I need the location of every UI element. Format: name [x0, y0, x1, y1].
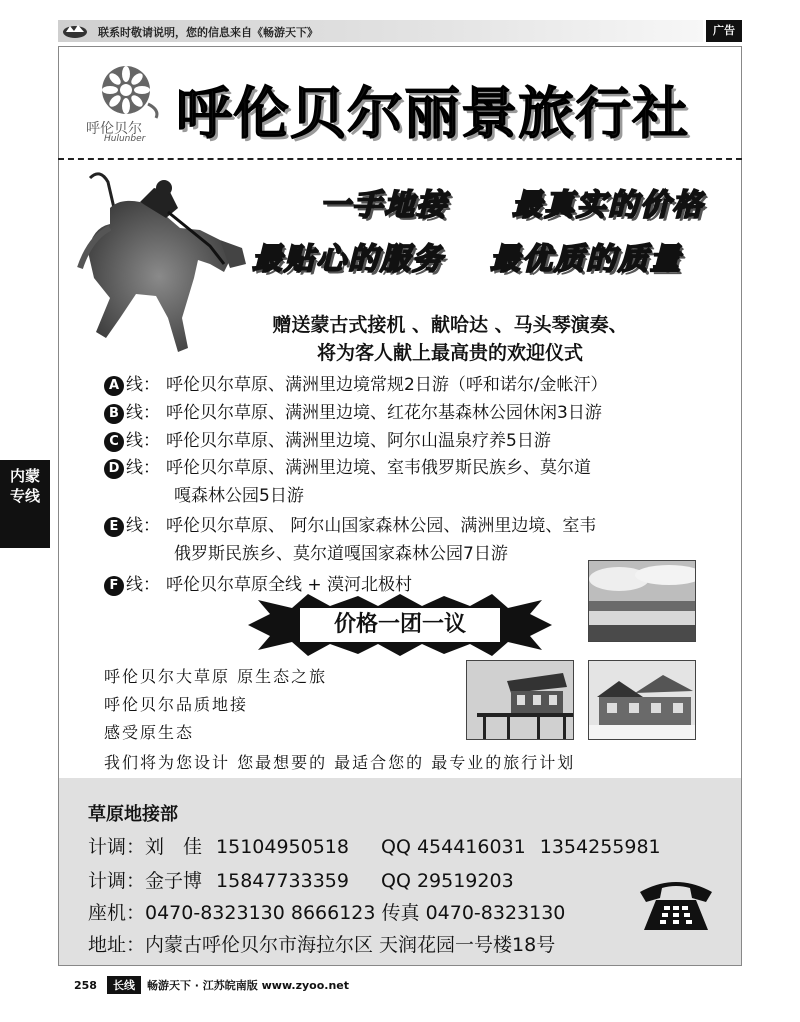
route-line-word: 线：	[126, 516, 160, 536]
planner-name: 计调：刘 佳	[88, 836, 203, 858]
route-description: 呼伦贝尔草原、满洲里边境常规2日游（呼和诺尔/金帐汗）	[166, 375, 608, 395]
price-negotiable-label: 价格一团一议	[333, 612, 466, 637]
ad-label: 广告	[706, 20, 742, 42]
contact-department-title: 草原地接部	[88, 804, 178, 825]
intro-line-3: 感受原生态	[104, 723, 195, 742]
footer-section-tag: 长线	[107, 976, 141, 994]
page-footer	[74, 976, 349, 994]
magazine-logo-icon	[62, 23, 88, 39]
route-e	[104, 512, 596, 568]
route-d	[104, 454, 591, 510]
intro-line-1: 呼伦贝尔大草原 原生态之旅	[104, 667, 328, 686]
contact-landline-fax: 座机：0470-8323130 8666123 传真 0470-8323130	[88, 902, 566, 924]
route-letter-badge: F	[104, 576, 124, 596]
planner-qq: QQ 454416031	[381, 836, 526, 858]
route-line-word: 线：	[126, 458, 160, 478]
page-number: 258	[74, 979, 97, 992]
side-tab-line1: 内蒙	[9, 467, 40, 485]
contact-address: 地址：内蒙古呼伦贝尔市海拉尔区 天润花园一号楼18号	[88, 934, 556, 956]
route-description: 呼伦贝尔草原、满洲里边境、阿尔山温泉疗养5日游	[166, 431, 551, 451]
route-line-word: 线：	[126, 431, 160, 451]
route-line-word: 线：	[126, 575, 160, 595]
route-description: 呼伦贝尔草原、 阿尔山国家森林公园、满洲里边境、室韦	[166, 516, 597, 536]
route-description-cont: 俄罗斯民族乡、莫尔道嘎国家森林公园7日游	[174, 544, 508, 564]
planner-extra-number: 1354255981	[539, 836, 661, 858]
intro-line-4: 我们将为您设计 您最想要的 最适合您的 最专业的旅行计划	[104, 753, 576, 772]
contact-row-planner-liu	[88, 832, 661, 859]
route-line-word: 线：	[126, 375, 160, 395]
side-tab-line2: 专线	[9, 487, 40, 505]
gift-line-1: 赠送蒙古式接机 、献哈达 、马头琴演奏、	[272, 314, 628, 336]
route-line-word: 线：	[126, 403, 160, 423]
intro-line-2: 呼伦贝尔品质地接	[104, 695, 249, 714]
route-letter-badge: D	[104, 459, 124, 479]
footer-publication: 畅游天下 · 江苏皖南版 www.zyoo.net	[146, 979, 350, 992]
section-side-tab	[0, 460, 50, 548]
route-f	[104, 570, 412, 596]
planner-name: 计调：金子博	[88, 870, 203, 892]
route-description-cont: 嘎森林公园5日游	[174, 486, 304, 506]
route-b	[104, 398, 602, 424]
planner-qq: QQ 29519203	[381, 870, 514, 892]
contact-row-planner-jin	[88, 866, 514, 893]
route-letter-badge: C	[104, 432, 124, 452]
route-description: 呼伦贝尔草原、满洲里边境、室韦俄罗斯民族乡、莫尔道	[166, 458, 591, 478]
route-a	[104, 370, 608, 396]
route-description: 呼伦贝尔草原、满洲里边境、红花尔基森林公园休闲3日游	[166, 403, 602, 423]
route-letter-badge: A	[104, 376, 124, 396]
slogan-real-price: 最真实的价格	[512, 188, 704, 223]
logo-text-cn: 呼伦贝尔	[86, 121, 142, 137]
slogan-quality: 最优质的质量	[490, 242, 682, 277]
route-c	[104, 426, 551, 452]
wooden-house-photo	[466, 660, 574, 740]
company-name: 呼伦贝尔丽景旅行社	[176, 82, 689, 147]
dashed-divider	[58, 158, 742, 160]
route-letter-badge: E	[104, 517, 124, 537]
route-description: 呼伦贝尔草原全线 + 漠河北极村	[166, 575, 413, 595]
logo-text-en: Hulunber	[104, 134, 146, 144]
lodge-building-photo	[588, 660, 696, 740]
grassland-lake-photo	[588, 560, 696, 642]
top-header-bar	[58, 20, 742, 44]
slogan-caring-service: 最贴心的服务	[252, 242, 444, 277]
source-notice: 联系时敬请说明，您的信息来自《畅游天下》	[98, 26, 318, 39]
telephone-icon	[636, 874, 716, 934]
slogan-local-service: 一手地接	[320, 188, 448, 223]
gift-line-2: 将为客人献上最高贵的欢迎仪式	[316, 342, 583, 364]
route-letter-badge: B	[104, 404, 124, 424]
planner-mobile: 15847733359	[216, 870, 349, 892]
planner-mobile: 15104950518	[216, 836, 349, 858]
